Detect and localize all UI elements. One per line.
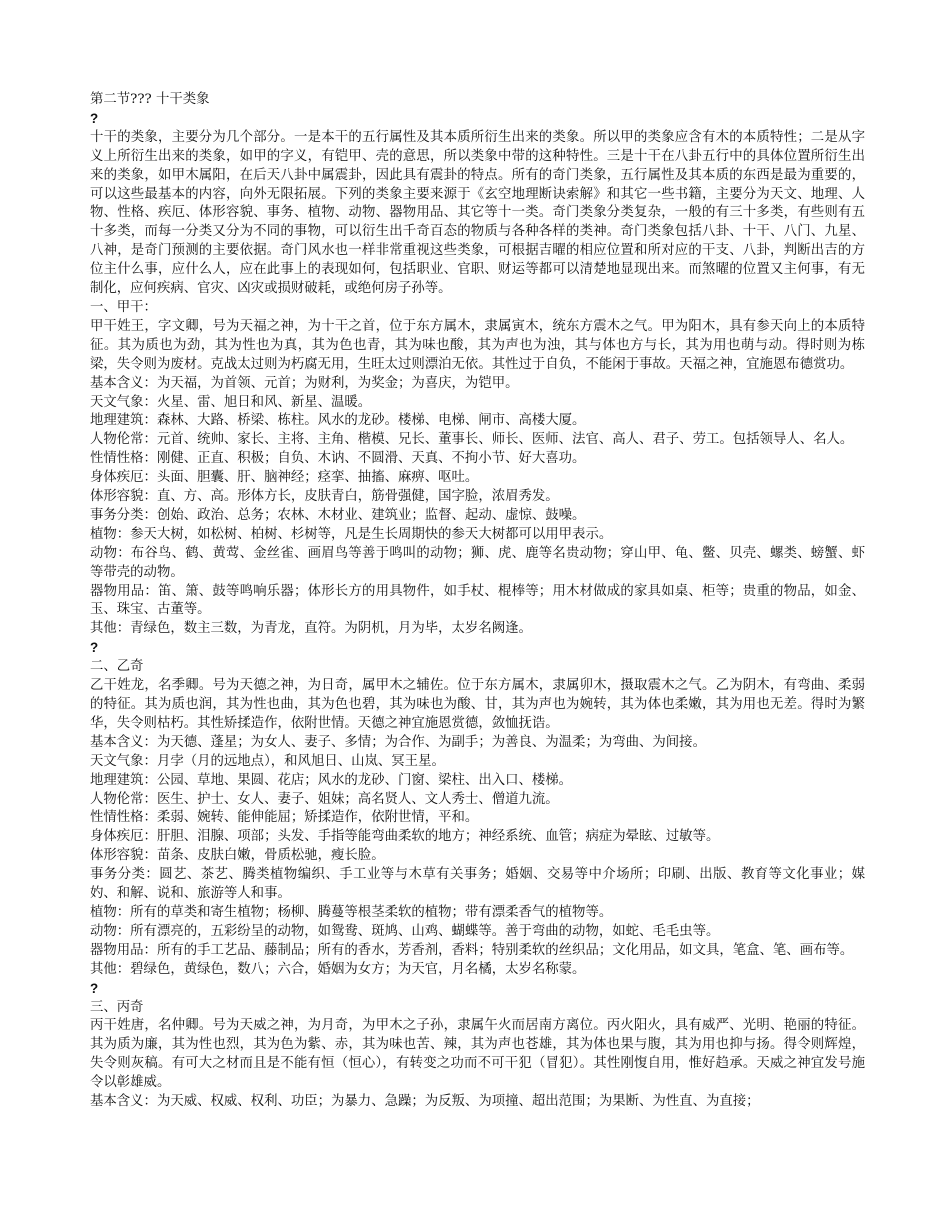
paragraph: 甲干姓王，字文卿，号为天福之神，为十干之首，位于东方属木，隶属寅木，统东方震木之气。甲为阳木，具有参天向上的本质特征。其为质也为劲，其为性也为真，其为色也青，其为味也酸，其为声也为浊，其与体也方与长，其为用也萌与动。得时则为栋梁，失令则为废材。克战太过则为朽腐无用，生旺太过则漂泊无依。其性过于自负，不能闲于事故。天福之神，宜施恩布德赏功。 (90, 318, 865, 372)
paragraph: 动物：所有漂亮的，五彩纷呈的动物，如鸳鸯、斑鸠、山鸡、蝴蝶等。善于弯曲的动物，如蛇、毛毛虫等。 (90, 923, 720, 939)
section-heading: 一、甲干： (90, 299, 157, 315)
paragraph: 体形容貌：直、方、高。形体方长，皮肤青白，筋骨强健，国字脸，浓眉秀发。 (90, 489, 559, 505)
paragraph: 基本含义：为天德、蓬星；为女人、妻子、多情；为合作、为副手；为善良、为温柔；为弯曲、为间接。 (90, 734, 706, 750)
paragraph: 身体疾厄：头面、胆囊、肝、脑神经；痉挛、抽搐、麻痹、呕吐。 (90, 470, 479, 486)
paragraph: 天文气象：月孛（月的远地点），和风旭日、山岚、冥王星。 (90, 753, 445, 769)
section-heading: 二、乙奇 (90, 659, 144, 675)
paragraph: 其他：碧绿色，黄绿色，数八；六合，婚姻为女方；为天官，月名橘，太岁名称蒙。 (90, 961, 586, 977)
section-heading: 三、丙奇 (90, 999, 144, 1015)
paragraph: 十干的类象，主要分为几个部分。一是本干的五行属性及其本质所衍生出来的类象。所以甲的类象应含有木的本质特性；二是从字义上所衍生出来的类象，如甲的字义，有铠甲、壳的意思，所以类象中带的这种特性。三是十干在八卦五行中的具体位置所衍生出来的类象，如甲木属阳，在后天八卦中属震卦，因此具有震卦的特点。所有的奇门类象，五行属性及其本质的东西是最为重要的，可以这些最基本的内容，向外无限拓展。下列的类象主要来源于《玄空地理断诀索解》和其它一些书籍，主要分为天文、地理、人物、性格、疾厄、体形容貌、事务、植物、动物、器物用品、其它等十一类。奇门类象分类复杂，一般的有三十多类，有些则有五十多类，而每一分类又分为不同的事物，可以衍生出千奇百态的物质与各种各样的类神。奇门类象包括八卦、十干、八门、九星、八神，是奇门预测的主要依据。奇门风水也一样非常重视这些类象，可根据吉曜的相应位置和所对应的干支、八卦，判断出吉的方位主什么事，应什么人，应在此事上的表现如何，包括职业、官职、财运等都可以清楚地显现出来。而煞曜的位置又主何事，有无制化，应何疾病、官灾、凶灾或损财破耗，或绝何房子孙等。 (90, 129, 865, 297)
paragraph: 性情性格：刚健、正直、积极；自负、木讷、不圆滑、天真、不拘小节、好大喜功。 (90, 451, 586, 467)
paragraph: 植物：参天大树，如松树、柏树、杉树等，凡是生长周期快的参天大树都可以用甲表示。 (90, 526, 613, 542)
paragraph: 体形容貌：苗条、皮肤白嫩，骨质松驰，瘦长脸。 (90, 848, 385, 864)
paragraph: 地理建筑：森林、大路、桥梁、栋柱。风水的龙砂。楼梯、电梯、闸市、高楼大厦。 (90, 413, 586, 429)
paragraph: 人物伦常：元首、统帅、家长、主将、主角、楷模、兄长、董事长、师长、医师、法官、高人、君子、劳工。包括领导人、名人。 (90, 432, 854, 448)
paragraph: 基本含义：为天威、权威、权利、功臣；为暴力、急躁；为反叛、为项撞、超出范围；为果断、为性直、为直接； (90, 1094, 760, 1110)
paragraph: 丙干姓唐，名仲卿。号为天威之神，为月奇，为甲木之子孙，隶属午火而居南方离位。丙火阳火，具有威严、光明、艳丽的特征。其为质为廉，其为性也烈，其为色为紫、赤，其为味也苦、辣，其为声也苍雄，其为体也果与腹，其为用也抑与扬。得令则辉煌，失令则灰稿。有可大之材而且是不能有恒（恒心），有转变之功而不可干犯（冒犯）。其性刚愎自用，惟好趋承。天威之神宜发号施令以彰雄威。 (90, 1018, 865, 1091)
paragraph: 身体疾厄：肝胆、泪腺、项部；头发、手指等能弯曲柔软的地方；神经系统、血管；病症为晕眩、过敏等。 (90, 829, 720, 845)
document-page (90, 91, 865, 1112)
paragraph: 器物用品：笛、箫、鼓等鸣响乐器；体形长方的用具物件，如手杖、棍棒等；用木材做成的家具如桌、柜等；贵重的物品，如金、玉、珠宝、古董等。 (90, 583, 865, 618)
paragraph: 事务分类：创始、政治、总务；农林、木材业、建筑业；监督、起动、虚惊、鼓噪。 (90, 507, 586, 523)
paragraph: 器物用品：所有的手工艺品、藤制品；所有的香水，芳香剂，香料；特别柔软的丝织品；文化用品，如文具，笔盒、笔、画布等。 (90, 942, 854, 958)
paragraph: 天文气象：火星、雷、旭日和风、新星、温暖。 (90, 394, 372, 410)
paragraph: 事务分类：圆艺、茶艺、腾类植物编织、手工业等与木草有关事务；婚姻、交易等中介场所；印刷、出版、教育等文化事业；媒妁、和解、说和、旅游等人和事。 (90, 867, 865, 902)
paragraph: 动物：布谷鸟、鹤、黄莺、金丝雀、画眉鸟等善于鸣叫的动物；狮、虎、鹿等名贵动物；穿山甲、龟、鳖、贝壳、螺类、螃蟹、虾等带壳的动物。 (90, 545, 865, 580)
placeholder-mark: ? (90, 110, 99, 126)
paragraph: 植物：所有的草类和寄生植物；杨柳、腾蔓等根茎柔软的植物；带有漂柔香气的植物等。 (90, 904, 613, 920)
paragraph: 性情性格：柔弱、婉转、能伸能屈；矫揉造作，依附世情，平和。 (90, 810, 479, 826)
paragraph: 其他：青绿色，数主三数，为青龙，直符。为阴机，月为毕，太岁名阙逢。 (90, 621, 532, 637)
paragraph: 地理建筑：公园、草地、果圆、花店；风水的龙砂、门窗、梁柱、出入口、楼梯。 (90, 772, 573, 788)
placeholder-mark: ? (90, 980, 99, 996)
paragraph: 人物伦常：医生、护士、女人、妻子、姐妹；高名贤人、文人秀士、僧道九流。 (90, 791, 559, 807)
placeholder-mark: ? (90, 640, 99, 656)
section-title: 第二节??? 十干类象 (90, 92, 210, 107)
paragraph: 基本含义：为天福，为首领、元首；为财利，为奖金；为喜庆，为铠甲。 (90, 375, 519, 391)
document-body (90, 110, 865, 1112)
paragraph: 乙干姓龙，名季卿。号为天德之神，为日奇，属甲木之辅佐。位于东方属木，隶属卯木，摄取震木之气。乙为阴木，有弯曲、柔弱的特征。其为质也润，其为性也曲，其为色也碧，其为味也为酸、甘，其为声也为婉转，其为体也柔嫩，其为用也无差。得时为繁华，失令则枯朽。其性矫揉造作，依附世情。天德之神宜施恩赏德，敛恤抚诰。 (90, 678, 865, 731)
